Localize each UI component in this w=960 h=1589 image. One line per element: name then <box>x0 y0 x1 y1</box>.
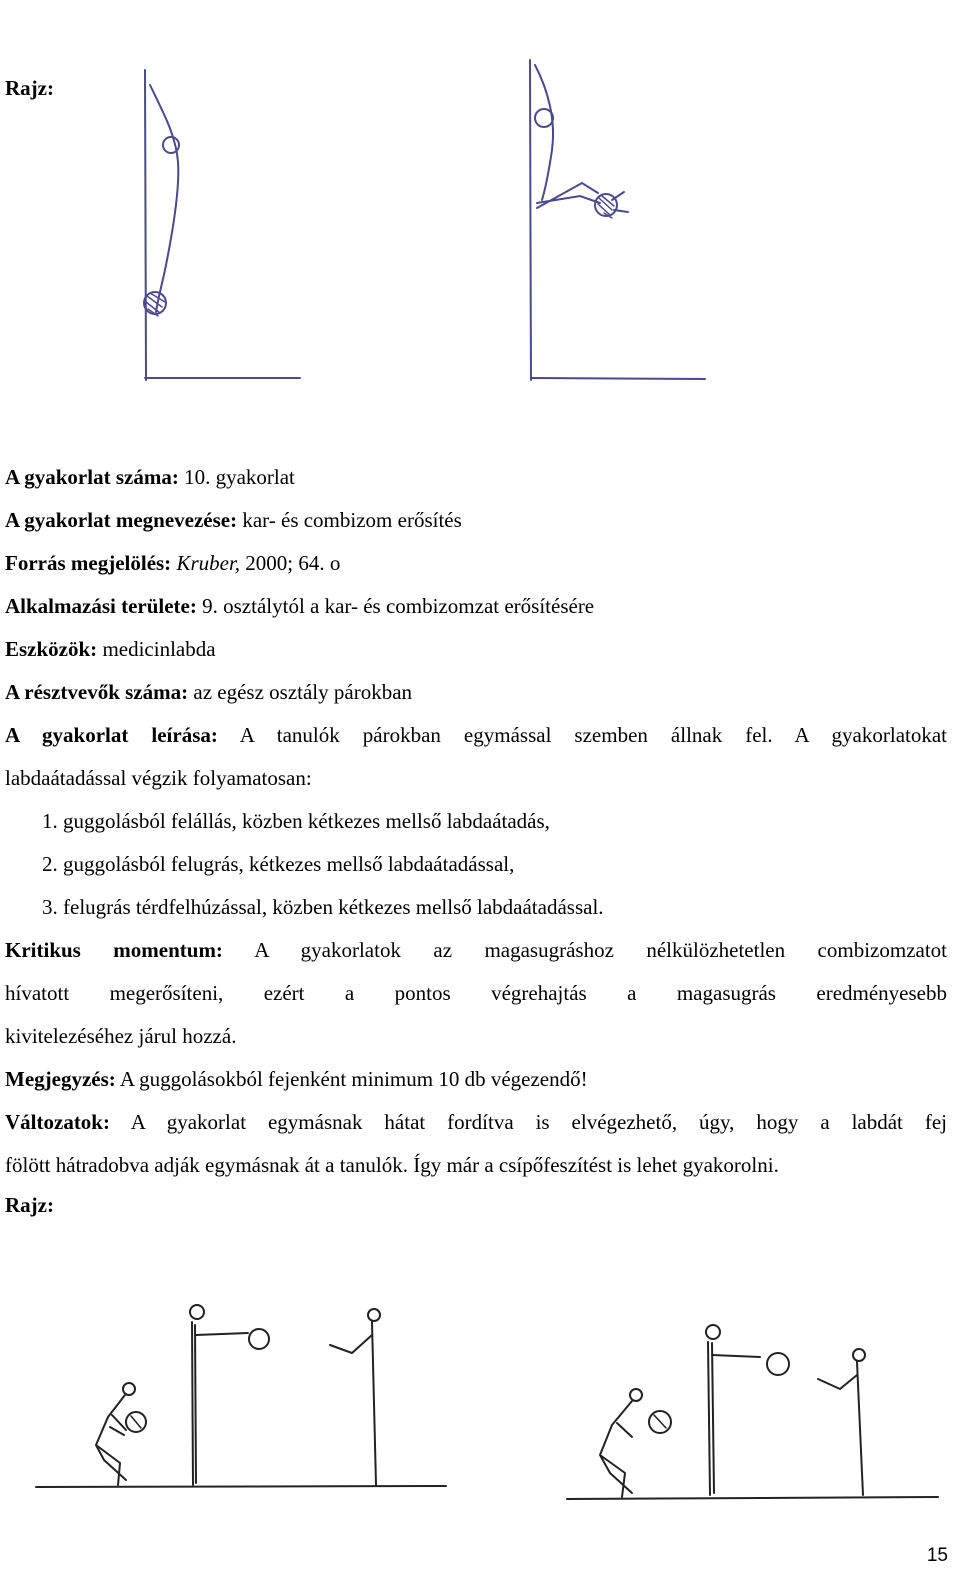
source-line: Forrás megjelölés: Kruber, 2000; 64. o <box>5 551 341 575</box>
note-line: Megjegyzés: A guggolásokból fejenként minimum 10 db végezendő! <box>5 1067 588 1091</box>
top-drawing-heading: Rajz: <box>5 76 54 100</box>
bottom-drawing-heading: Rajz: <box>5 1193 54 1217</box>
receiver-head-left <box>368 1309 380 1321</box>
squat-head-left <box>123 1383 135 1395</box>
receiver-body-right <box>857 1362 863 1495</box>
ground-line-left <box>36 1486 446 1487</box>
step-3: 3. felugrás térdfelhúzással, közben kétkezes mellső labdaátadással. <box>42 895 604 919</box>
receiver-body-left <box>372 1322 376 1485</box>
bottom-pair-drawings <box>0 1295 960 1515</box>
ball-middle-left <box>249 1329 269 1349</box>
receiver-head-right <box>853 1349 865 1361</box>
top-wall-drawings <box>0 50 960 390</box>
stand-body-right <box>708 1342 714 1495</box>
body-line-right <box>535 65 553 200</box>
squat-head-right <box>630 1389 642 1401</box>
squat-body-right <box>600 1401 632 1497</box>
squat-arms-left <box>110 1415 126 1435</box>
squat-body-left <box>96 1395 126 1485</box>
head-circle-right <box>535 109 553 127</box>
stand-head-left <box>190 1305 204 1319</box>
head-circle-left <box>163 137 179 153</box>
page-number: 15 <box>926 1545 948 1566</box>
critical-line-2: hívatott megerősíteni, ezért a pontos végrehajtás a magasugrás eredményesebb <box>5 981 947 1005</box>
critical-line-3: kivitelezéséhez járul hozzá. <box>5 1024 237 1048</box>
floor-line-right <box>531 378 705 379</box>
description-line-2: labdaátadással végzik folyamatosan: <box>5 766 312 790</box>
stand-head-right <box>706 1325 720 1339</box>
arm-line-right-2 <box>537 196 600 203</box>
step-2: 2. guggolásból felugrás, kétkezes mellső labdaátadással, <box>42 852 515 876</box>
wall-line-right <box>530 60 531 380</box>
tools-line: Eszközök: medicinlabda <box>5 637 216 661</box>
exercise-number-line: A gyakorlat száma: 10. gyakorlat <box>5 465 295 489</box>
exercise-description <box>5 461 947 1192</box>
body-line-left <box>150 85 178 312</box>
exercise-name-line: A gyakorlat megnevezése: kar- és combizom erősítés <box>5 508 462 532</box>
wall-line-left <box>145 70 146 380</box>
participants-line: A résztvevők száma: az egész osztály párokban <box>5 680 413 704</box>
receiver-arm-left <box>330 1335 372 1353</box>
variants-line-1: Változatok: A gyakorlat egymásnak hátat fordítva is elvégezhető, úgy, hogy a labdát fej <box>5 1110 947 1134</box>
variants-line-2: fölött hátradobva adják egymásnak át a tanulók. Így már a csípőfeszítést is lehet gyakorolni. <box>5 1153 779 1177</box>
step-1: 1. guggolásból felállás, közben kétkezes mellső labdaátadás, <box>42 809 550 833</box>
stand-arm-left <box>196 1333 248 1335</box>
receiver-arm-right <box>818 1375 857 1389</box>
stand-body-left <box>192 1322 196 1485</box>
ball-middle-right <box>767 1353 789 1375</box>
hand-lines-right <box>612 192 628 212</box>
description-line-1: A gyakorlat leírása: A tanulók párokban egymással szemben állnak fel. A gyakorlatokat <box>5 723 947 747</box>
critical-line-1: Kritikus momentum: A gyakorlatok az magasugráshoz nélkülözhetetlen combizomzatot <box>5 938 948 962</box>
application-area-line: Alkalmazási területe: 9. osztálytól a kar- és combizomzat erősítésére <box>5 594 595 618</box>
squat-arm-right <box>617 1423 632 1437</box>
stand-arm-right <box>712 1355 760 1357</box>
